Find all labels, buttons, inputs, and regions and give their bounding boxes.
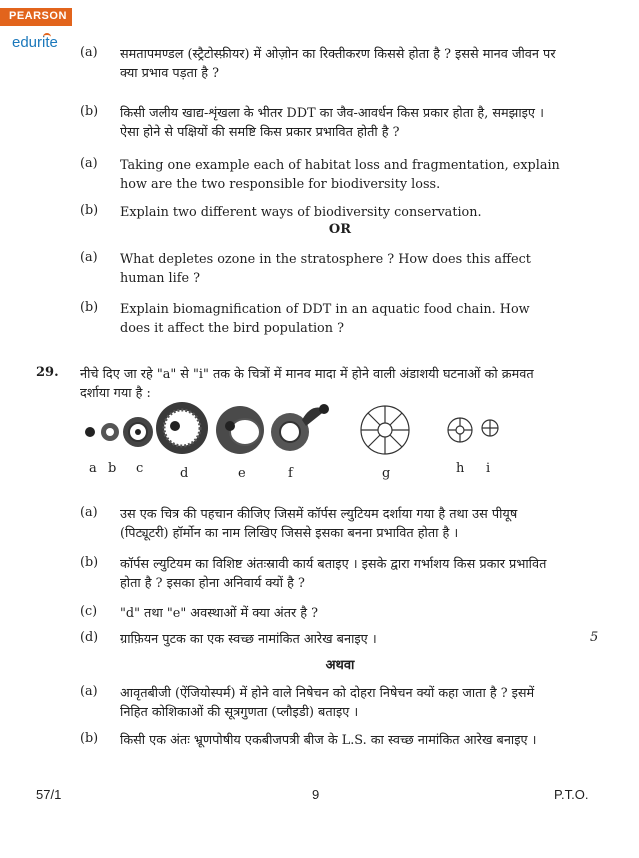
q28-a-hi-label: (a) xyxy=(80,45,98,60)
q28-b2-en-text: Explain biomagnification of DDT in an aquatic food chain. How does it affect the bird population ? xyxy=(120,302,530,336)
q29-b-text: कॉर्पस ल्युटियम का विशिष्ट अंतःस्रावी कार्य बताइए । इसके द्वारा गर्भाशय किस प्रकार प्रभावित होता है ? इसका होना अनिवार्य क्यों है ? xyxy=(120,557,547,591)
athva-separator: अथवा xyxy=(325,658,355,673)
stage-c-follicle xyxy=(123,417,153,447)
pearson-logo-text: PEARSON xyxy=(9,10,67,22)
q28-b-en-label: (b) xyxy=(80,203,99,218)
q28-a-en-label: (a) xyxy=(80,156,98,171)
paper-code: 57/1 xyxy=(36,787,62,802)
stage-b-follicle xyxy=(101,423,119,441)
q29-intro: नीचे दिए जा रहे "a" से "i" तक के चित्रों में मानव मादा में होने वाली अंडाशयी घटनाओं को क्रमवत दर्शाया गया है : xyxy=(80,367,534,401)
figure-label-g: g xyxy=(382,466,391,481)
stage-d-graafian-follicle xyxy=(156,402,208,454)
q28-b-hi-text: किसी जलीय खाद्य-शृंखला के भीतर DDT का जैव-आवर्धन किस प्रकार होता है, समझाइए । ऐसा होने से पक्षियों की समष्टि किस प्रकार प्रभावित होती है ? xyxy=(120,106,544,140)
figure-label-b: b xyxy=(108,461,117,476)
q29-a2-text: आवृतबीजी (ऐंजियोस्पर्म) में होने वाले निषेचन को दोहरा निषेचन क्यों कहा जाता है ? इसमें निहित कोशिकाओं की सूत्रगुणता (प्लौइडी) बताइए । xyxy=(120,686,535,720)
figure-label-d: d xyxy=(180,466,189,481)
q29-a-label: (a) xyxy=(80,505,98,520)
q29-b2-label: (b) xyxy=(80,731,99,746)
q29-d-label: (d) xyxy=(80,630,99,645)
q29-number: 29. xyxy=(36,365,59,380)
stage-f-ovulation xyxy=(271,404,329,451)
q28-b2-en-label: (b) xyxy=(80,300,99,315)
stage-a-primary-follicle xyxy=(85,427,95,437)
stage-e-mature-follicle xyxy=(216,406,264,454)
q29-c-label: (c) xyxy=(80,604,98,619)
figure-label-i: i xyxy=(486,461,491,476)
q29-b2-text: किसी एक अंतः भ्रूणपोषीय एकबीजपत्री बीज के L.S. का स्वच्छ नामांकित आरेख बनाइए । xyxy=(120,733,537,748)
figure-label-f: f xyxy=(288,466,293,481)
q28-a2-en-text: What depletes ozone in the stratosphere ? How does this affect human life ? xyxy=(120,252,531,286)
figure-label-h: h xyxy=(456,461,465,476)
q28-a-hi-text: समतापमण्डल (स्ट्रैटोस्फ़ीयर) में ओज़ोन का रिक्तीकरण किससे होता है ? इससे मानव जीवन पर क्या प्रभाव पड़ता है ? xyxy=(120,47,556,81)
q29-b-label: (b) xyxy=(80,555,99,570)
pto-label: P.T.O. xyxy=(554,787,589,802)
q28-a-en-text: Taking one example each of habitat loss and fragmentation, explain how are the two responsible for biodiversity loss. xyxy=(120,158,560,192)
q29-a2-label: (a) xyxy=(80,684,98,699)
q29-a-text: उस एक चित्र की पहचान कीजिए जिसमें कॉर्पस ल्युटियम दर्शाया गया है तथा उस पीयूष (पिट्यूटरी) हॉर्मोन का नाम लिखिए जिससे इसका बनना प्रभावित होता है । xyxy=(120,507,518,541)
edurite-logo-mark-icon xyxy=(43,33,51,39)
figure-label-a: a xyxy=(89,461,97,476)
edurite-logo-text: edurite xyxy=(12,34,58,51)
stage-g-corpus-luteum xyxy=(361,406,409,454)
q28-b-hi-label: (b) xyxy=(80,104,99,119)
figure-label-c: c xyxy=(136,461,144,476)
stage-h-corpus-albicans xyxy=(448,418,472,442)
q29-marks: 5 xyxy=(590,630,599,645)
q29-d-text: ग्राफ़ियन पुटक का एक स्वच्छ नामांकित आरेख बनाइए । xyxy=(120,632,377,647)
q29-c-text: "d" तथा "e" अवस्थाओं में क्या अंतर है ? xyxy=(120,606,319,621)
q28-a2-en-label: (a) xyxy=(80,250,98,265)
page-number: 9 xyxy=(312,787,320,802)
q28-b-en-text: Explain two different ways of biodiversity conservation. xyxy=(120,205,482,220)
stage-i-regressed xyxy=(482,420,498,436)
figure-label-e: e xyxy=(238,466,246,481)
or-separator: OR xyxy=(328,222,352,237)
